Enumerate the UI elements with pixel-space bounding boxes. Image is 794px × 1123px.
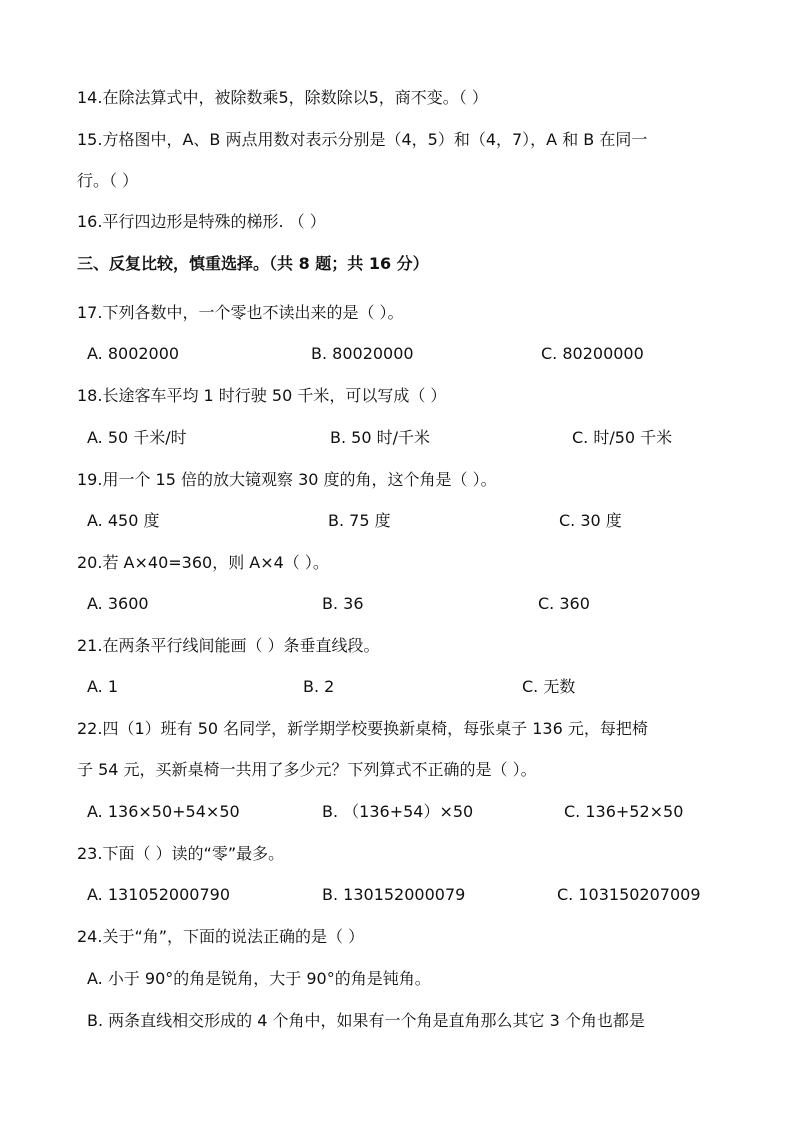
q20-text: 20.若 A×40=360，则 A×4（ ）。	[77, 553, 329, 572]
q19-option-c: C. 30 度	[559, 511, 622, 530]
q17-option-a: A. 8002000	[87, 344, 180, 363]
q23-option-a: A. 131052000790	[87, 885, 230, 904]
q21-option-c: C. 无数	[522, 677, 576, 696]
q15-text-line1: 15.方格图中，A、B 两点用数对表示分别是（4，5）和（4，7），A 和 B 在同一	[77, 130, 648, 149]
q24-text: 24.关于“角”，下面的说法正确的是（ ）	[77, 927, 365, 946]
q24-option-a: A. 小于 90°的角是锐角，大于 90°的角是钝角。	[87, 969, 431, 988]
q19-option-a: A. 450 度	[87, 511, 160, 530]
q16-text: 16.平行四边形是特殊的梯形. （ ）	[77, 212, 326, 231]
q18-option-b: B. 50 时/千米	[330, 428, 430, 447]
q22-text-line2: 子 54 元，买新桌椅一共用了多少元？下列算式不正确的是（ ）。	[77, 760, 537, 779]
q18-option-a: A. 50 千米/时	[87, 428, 187, 447]
q19-option-b: B. 75 度	[328, 511, 391, 530]
q21-option-b: B. 2	[303, 677, 335, 696]
q17-text: 17.下列各数中，一个零也不读出来的是（ ）。	[77, 303, 404, 322]
section-3-heading: 三、反复比较，慎重选择。（共 8 题；共 16 分）	[77, 254, 429, 273]
q14-text: 14.在除法算式中，被除数乘5，除数除以5，商不变。（ ）	[77, 88, 488, 107]
q17-option-c: C. 80200000	[541, 344, 644, 363]
q20-option-b: B. 36	[322, 594, 364, 613]
q20-option-c: C. 360	[538, 594, 590, 613]
q19-text: 19.用一个 15 倍的放大镜观察 30 度的角，这个角是（ ）。	[77, 470, 497, 489]
q23-option-b: B. 130152000079	[322, 885, 466, 904]
q21-option-a: A. 1	[87, 677, 119, 696]
q18-option-c: C. 时/50 千米	[572, 428, 673, 447]
q20-option-a: A. 3600	[87, 594, 149, 613]
q15-text-line2: 行。（ ）	[77, 171, 139, 190]
q22-option-a: A. 136×50+54×50	[87, 802, 240, 821]
q22-option-c: C. 136+52×50	[564, 802, 684, 821]
q23-option-c: C. 103150207009	[557, 885, 701, 904]
q23-text: 23.下面（ ）读的“零”最多。	[77, 844, 285, 863]
q24-option-b: B. 两条直线相交形成的 4 个角中，如果有一个角是直角那么其它 3 个角也都是	[87, 1011, 645, 1030]
q22-option-b: B. （136+54）×50	[322, 802, 474, 821]
q17-option-b: B. 80020000	[311, 344, 414, 363]
q21-text: 21.在两条平行线间能画（ ）条垂直线段。	[77, 636, 380, 655]
q18-text: 18.长途客车平均 1 时行驶 50 千米，可以写成（ ）	[77, 386, 447, 405]
q22-text-line1: 22.四（1）班有 50 名同学，新学期学校要换新桌椅，每张桌子 136 元，每把椅	[77, 719, 648, 738]
